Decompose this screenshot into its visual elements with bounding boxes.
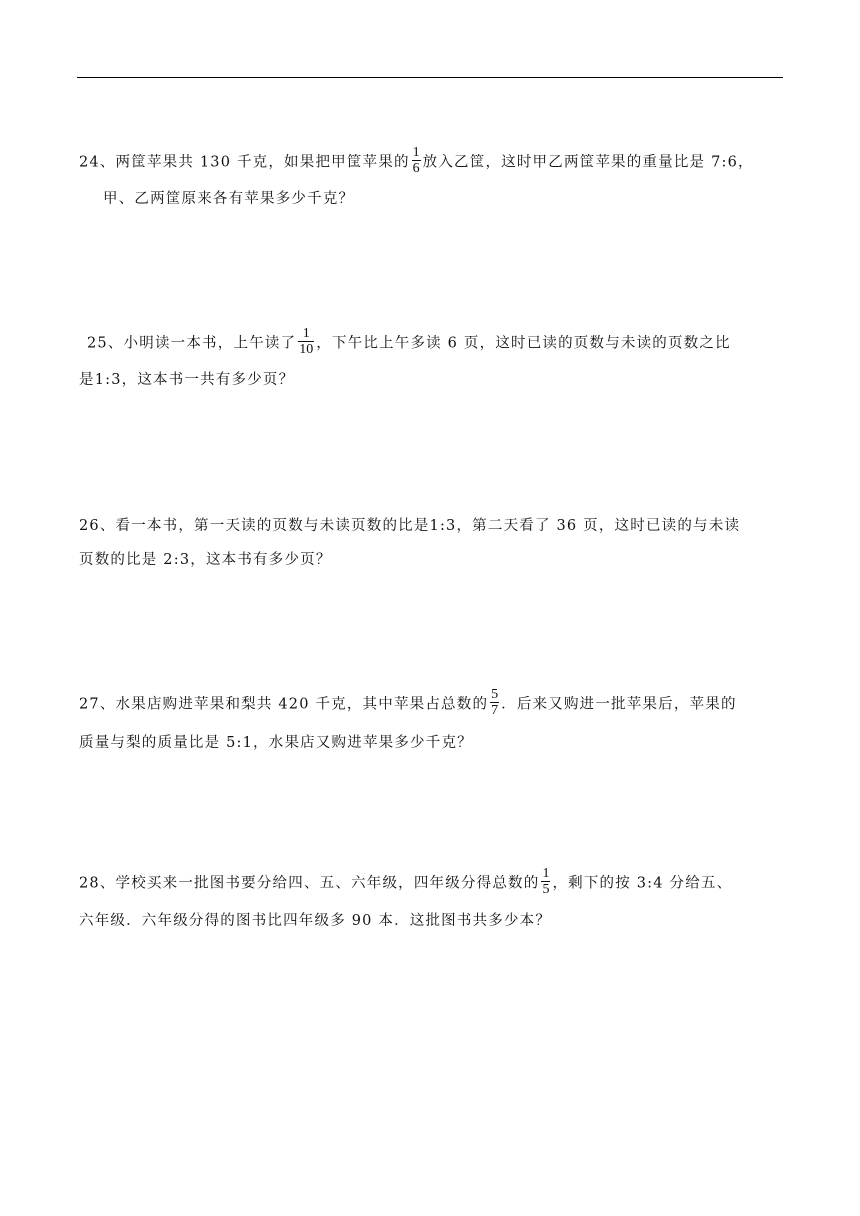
problem-25-text-after: ，下午比上午多读 6 页，这时已读的页数与未读的页数之比 bbox=[316, 335, 731, 352]
problem-26-line-1: 26、看一本书，第一天读的页数与未读页数的比是1:3，第二天看了 36 页，这时已读的与未读 bbox=[79, 518, 741, 534]
problem-25-fraction bbox=[298, 326, 314, 357]
problem-24-line-2: 甲、乙两筐原来各有苹果多少千克？ bbox=[103, 191, 355, 207]
problem-27-text-after: ．后来又购进一批苹果后，苹果的 bbox=[501, 696, 737, 713]
problem-24-text-before: 24、两筐苹果共 130 千克，如果把甲筐苹果的 bbox=[79, 154, 410, 171]
problem-28-text-before: 28、学校买来一批图书要分给四、五、六年级，四年级分得总数的 bbox=[79, 875, 540, 892]
problem-24-text-after: 放入乙筐，这时甲乙两筐苹果的重量比是 7:6， bbox=[422, 154, 754, 171]
problem-25-text-before: 25、小明读一本书，上午读了 bbox=[87, 335, 297, 352]
problem-26-line-2: 页数的比是 2:3，这本书有多少页？ bbox=[79, 552, 332, 568]
header-rule bbox=[77, 77, 783, 78]
fraction-denominator: 5 bbox=[542, 882, 550, 897]
problem-27-fraction bbox=[490, 687, 499, 718]
problem-25-line-1 bbox=[87, 328, 731, 359]
problem-25-line-2: 是1:3，这本书一共有多少页？ bbox=[79, 372, 295, 388]
fraction-numerator: 1 bbox=[542, 866, 550, 881]
problem-28-fraction bbox=[541, 866, 550, 897]
fraction-denominator: 10 bbox=[299, 342, 314, 357]
problem-27-text-before: 27、水果店购进苹果和梨共 420 千克，其中苹果占总数的 bbox=[79, 696, 489, 713]
problem-28-line-1 bbox=[79, 868, 732, 899]
fraction-denominator: 7 bbox=[491, 703, 499, 718]
problem-27-line-1 bbox=[79, 689, 737, 720]
fraction-numerator: 1 bbox=[412, 145, 420, 160]
fraction-denominator: 6 bbox=[412, 161, 420, 176]
problem-24-line-1 bbox=[79, 147, 754, 178]
fraction-numerator: 5 bbox=[491, 687, 499, 702]
problem-27-line-2: 质量与梨的质量比是 5:1，水果店又购进苹果多少千克？ bbox=[79, 735, 473, 751]
fraction-numerator: 1 bbox=[298, 326, 314, 342]
problem-24-fraction bbox=[412, 145, 421, 176]
problem-28-text-after: ，剩下的按 3:4 分给五、 bbox=[552, 875, 733, 892]
problem-28-line-2: 六年级．六年级分得的图书比四年级多 90 本．这批图书共多少本？ bbox=[79, 913, 552, 929]
